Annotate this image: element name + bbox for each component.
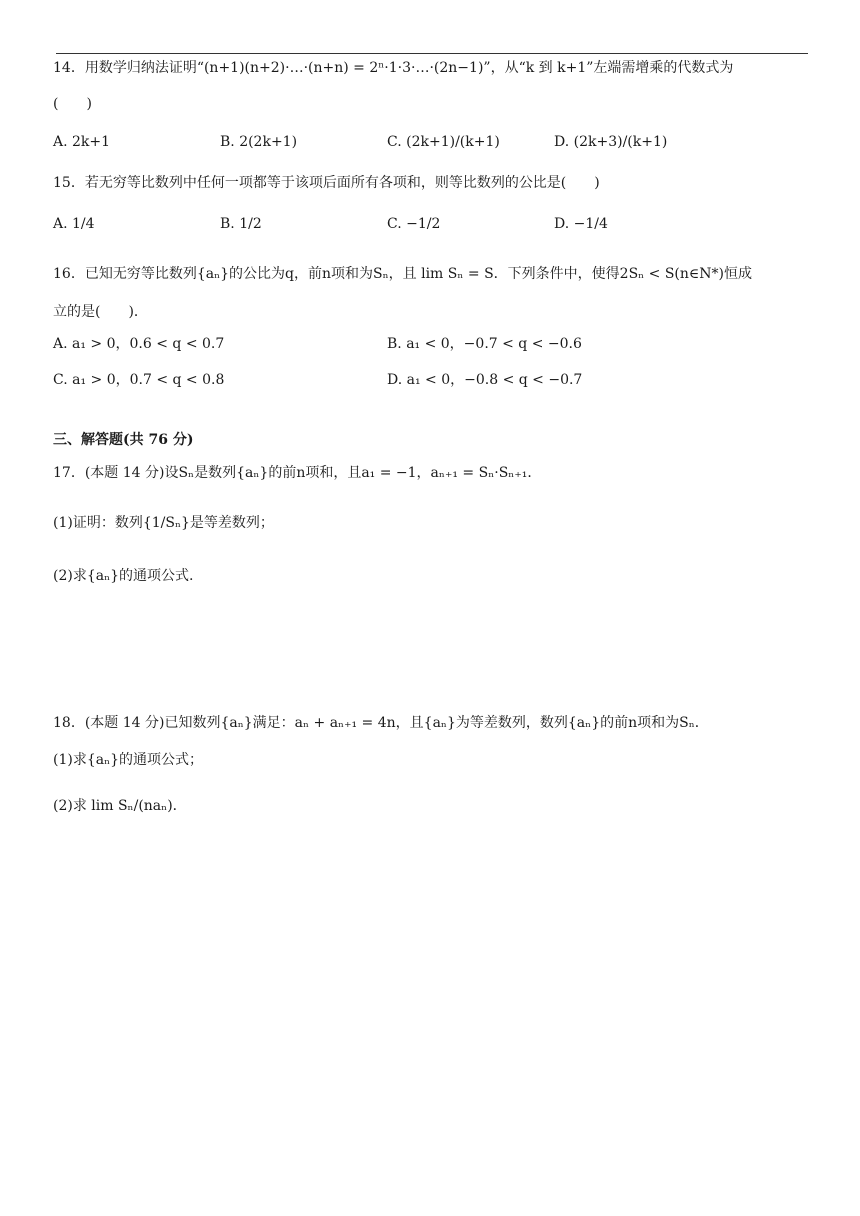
header-rule [56, 53, 808, 54]
q14-stem [53, 58, 733, 78]
q17-stem: 17．(本题 14 分)设Sₙ是数列{aₙ}的前n项和，且a₁ = −1，aₙ₊₁ = Sₙ·Sₙ₊₁． [53, 465, 542, 481]
q15-option-a[interactable]: A. 1/4 [53, 216, 95, 232]
q15-stem: 15．若无穷等比数列中任何一项都等于该项后面所有各项和，则等比数列的公比是( ) [53, 175, 600, 191]
q15-option-b[interactable]: B. 1/2 [220, 216, 262, 232]
q16-option-c[interactable]: C. a₁ > 0，0.7 < q < 0.8 [53, 372, 225, 388]
q16-stem-cont: 立的是( )． [53, 304, 148, 320]
q18-stem: 18．(本题 14 分)已知数列{aₙ}满足：aₙ + aₙ₊₁ = 4n，且{aₙ}为等差数列，数列{aₙ}的前n项和为Sₙ． [53, 715, 709, 731]
q14-option-b[interactable]: B. 2(2k+1) [220, 134, 298, 150]
q17-part2: (2)求{aₙ}的通项公式. [53, 568, 194, 584]
q14-option-a[interactable]: A. 2k+1 [53, 134, 111, 150]
q16-stem: 16．已知无穷等比数列{aₙ}的公比为q，前n项和为Sₙ，且 lim Sₙ = S．下列条件中，使得2Sₙ < S(n∈N*)恒成 [53, 266, 752, 282]
q14-paren: ( ) [53, 96, 92, 112]
section-heading: 三、解答题(共 76 分) [53, 432, 194, 448]
q14-stem-text: 14．用数学归纳法证明“(n+1)(n+2)·…·(n+n) = 2ⁿ·1·3·…·(2n−1)”，从“k 到 k+1”左端需增乘的代数式为 [53, 60, 734, 76]
q15-option-d[interactable]: D. −1/4 [554, 216, 608, 232]
q18-part2: (2)求 lim Sₙ/(naₙ)． [53, 798, 187, 814]
q17-part1: (1)证明：数列{1/Sₙ}是等差数列； [53, 515, 274, 531]
q16-option-d[interactable]: D. a₁ < 0，−0.8 < q < −0.7 [387, 372, 583, 388]
q16-option-b[interactable]: B. a₁ < 0，−0.7 < q < −0.6 [387, 336, 582, 352]
q18-part1: (1)求{aₙ}的通项公式； [53, 752, 204, 768]
q16-option-a[interactable]: A. a₁ > 0，0.6 < q < 0.7 [53, 336, 225, 352]
q14-option-c[interactable]: C. (2k+1)/(k+1) [387, 134, 500, 150]
q14-option-d[interactable]: D. (2k+3)/(k+1) [554, 134, 668, 150]
q15-option-c[interactable]: C. −1/2 [387, 216, 441, 232]
